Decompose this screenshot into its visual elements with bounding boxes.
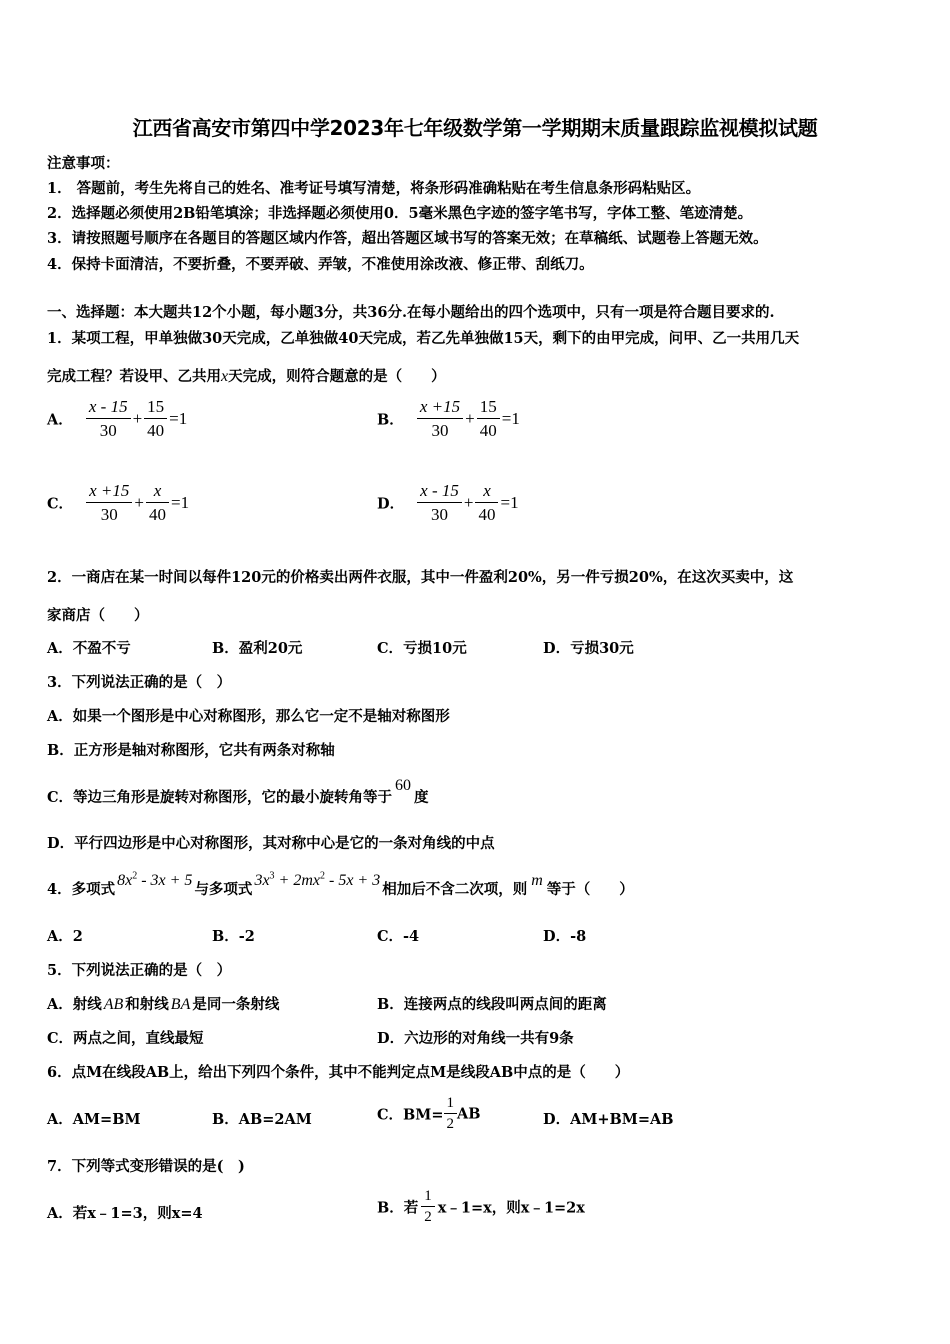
q5-option-b[interactable]: B．连接两点的线段叫两点间的距离	[377, 996, 607, 1013]
q6-option-b[interactable]: B．AB=2AM	[212, 1111, 312, 1128]
page-title: 江西省高安市第四中学2023年七年级数学第一学期期末质量跟踪监视模拟试题	[132, 116, 818, 140]
q7-stem: 7．下列等式变形错误的是( )	[47, 1158, 245, 1175]
q6-stem: 6．点M在线段AB上，给出下列四个条件，其中不能判定点M是线段AB中点的是（ ）	[47, 1064, 630, 1081]
q1-option-b[interactable]: B． $\frac{x +15}{30}$ + $\frac{15}{40}$ =1	[377, 397, 520, 440]
q6-option-d[interactable]: D．AM+BM=AB	[543, 1111, 674, 1128]
q2-option-d[interactable]: D．亏损30元	[543, 640, 634, 657]
q4-option-b[interactable]: B．-2	[212, 928, 255, 945]
q5-option-a[interactable]: A．射线 AB 和射线 BA 是同一条射线	[47, 996, 280, 1013]
q3-option-a[interactable]: A．如果一个图形是中心对称图形，那么它一定不是轴对称图形	[47, 708, 450, 725]
q5-option-c[interactable]: C．两点之间，直线最短	[47, 1030, 204, 1047]
note-item: 2．选择题必须使用2B铅笔填涂；非选择题必须使用0．5毫米黑色字迹的签字笔书写，字体工整、笔迹清楚。	[47, 205, 753, 222]
q1-option-a[interactable]: A． $\frac{x - 15}{30}$ + $\frac{15}{40}$ =1	[47, 397, 188, 440]
q3-stem: 3．下列说法正确的是（ ）	[47, 674, 232, 691]
q2-option-c[interactable]: C．亏损10元	[377, 640, 467, 657]
var-x: x	[221, 368, 229, 385]
q1-option-d[interactable]: D． $\frac{x - 15}{30}$ + $\frac{x}{40}$ =1	[377, 481, 519, 524]
q4-option-d[interactable]: D．-8	[543, 928, 587, 945]
q6-option-a[interactable]: A．AM=BM	[47, 1111, 141, 1128]
q2-stem-line2: 家商店（ ）	[47, 607, 149, 624]
q1-stem-line2: 完成工程？若设甲、乙共用x天完成，则符合题意的是（ ）	[47, 368, 446, 385]
q5-option-d[interactable]: D．六边形的对角线一共有9条	[377, 1030, 574, 1047]
q5-stem: 5．下列说法正确的是（ ）	[47, 962, 232, 979]
q4-option-c[interactable]: C．-4	[377, 928, 420, 945]
note-item: 3．请按照题号顺序在各题目的答题区域内作答，超出答题区域书写的答案无效；在草稿纸、试题卷上答题无效。	[47, 230, 768, 247]
notes-heading: 注意事项：	[47, 155, 120, 172]
q2-option-b[interactable]: B．盈利20元	[212, 640, 303, 657]
q3-option-b[interactable]: B．正方形是轴对称图形，它共有两条对称轴	[47, 742, 335, 759]
q3-option-c[interactable]: C．等边三角形是旋转对称图形，它的最小旋转角等于60度	[47, 777, 429, 806]
q1-option-c[interactable]: C． $\frac{x +15}{30}$ + $\frac{x}{40}$ =1	[47, 481, 190, 524]
q7-option-a[interactable]: A．若x﹣1=3，则x=4	[47, 1205, 203, 1222]
note-item: 4．保持卡面清洁，不要折叠，不要弄破、弄皱，不准使用涂改液、修正带、刮纸刀。	[47, 256, 594, 273]
q4-option-a[interactable]: A．2	[47, 928, 83, 945]
q2-stem-line1: 2．一商店在某一时间以每件120元的价格卖出两件衣服，其中一件盈利20%，另一件亏损20%，在这次买卖中，这	[47, 569, 794, 586]
q3-option-d[interactable]: D．平行四边形是中心对称图形，其对称中心是它的一条对角线的中点	[47, 835, 495, 852]
q7-option-b[interactable]: B．若 $\frac{1}{2}$ x﹣1=x，则x﹣1=2x	[377, 1188, 585, 1225]
q4-stem: 4．多项式$8x^2 - 3x + 5$与多项式$3x^3 + 2mx^2 - 5x + 3$相加后不含二次项，则m等于（ ）	[47, 870, 634, 898]
q2-option-a[interactable]: A．不盈不亏	[47, 640, 131, 657]
section-heading: 一、选择题：本大题共12个小题，每小题3分，共36分.在每小题给出的四个选项中，只有一项是符合题目要求的.	[47, 304, 775, 321]
q1-stem-line1: 1．某项工程，甲单独做30天完成，乙单独做40天完成，若乙先单独做15天，剩下的由甲完成，问甲、乙一共用几天	[47, 330, 800, 347]
note-item: 1． 答题前，考生先将自己的姓名、准考证号填写清楚，将条形码准确粘贴在考生信息条形码粘贴区。	[47, 180, 701, 197]
q6-option-c[interactable]: C．BM= $\frac{1}{2}$ AB	[377, 1095, 481, 1132]
